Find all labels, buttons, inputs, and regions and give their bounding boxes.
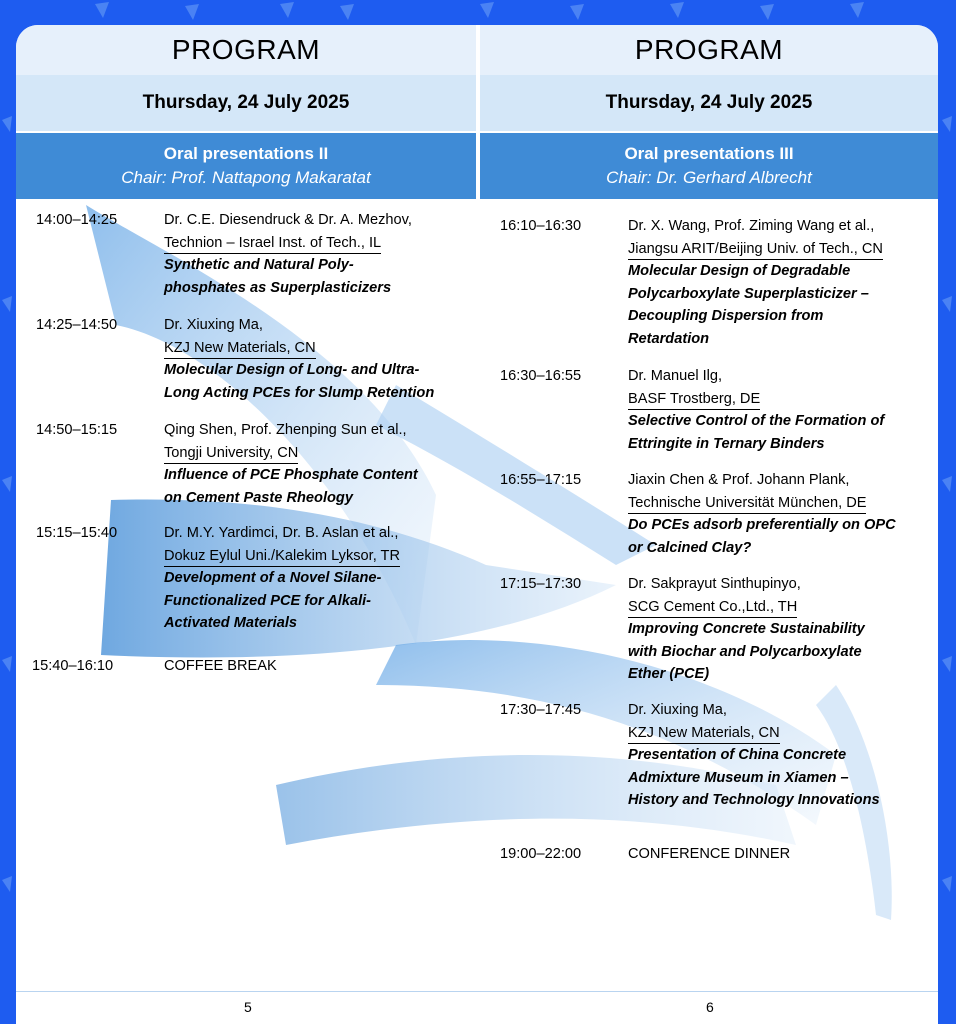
item-affiliation: SCG Cement Co.,Ltd., TH: [628, 597, 797, 618]
session-title: Oral presentations III: [624, 144, 794, 163]
item-authors: Dr. C.E. Diesendruck & Dr. A. Mezhov,: [164, 212, 412, 228]
item-affiliation: Jiangsu ARIT/Beijing Univ. of Tech., CN: [628, 239, 883, 260]
session-chair: Chair: Prof. Nattapong Makaratat: [121, 168, 371, 187]
item-authors: Qing Shen, Prof. Zhenping Sun et al.,: [164, 422, 407, 438]
session-header: [480, 133, 938, 199]
item-affiliation: Technion – Israel Inst. of Tech., IL: [164, 233, 381, 254]
item-affiliation: BASF Trostberg, DE: [628, 389, 760, 410]
item-title: Long Acting PCEs for Slump Retention: [164, 384, 435, 401]
item-authors: Dr. X. Wang, Prof. Ziming Wang et al.,: [628, 218, 875, 234]
item-title: Admixture Museum in Xiamen –: [628, 769, 849, 786]
item-authors: Jiaxin Chen & Prof. Johann Plank,: [628, 472, 850, 488]
item-title: Molecular Design of Long- and Ultra-: [164, 362, 420, 378]
item-time: 17:15–17:30: [500, 576, 582, 592]
item-affiliation: KZJ New Materials, CN: [164, 338, 316, 359]
item-title: Presentation of China Concrete: [628, 747, 847, 763]
item-title: Molecular Design of Degradable: [628, 263, 851, 279]
item-time: 16:10–16:30: [500, 218, 582, 234]
item-affiliation: Dokuz Eylul Uni./Kalekim Lyksor, TR: [164, 546, 400, 567]
program-heading: PROGRAM: [480, 25, 938, 75]
item-title: Ettringite in Ternary Binders: [628, 435, 825, 452]
item-time: 14:25–14:50: [36, 317, 118, 333]
item-title: Synthetic and Natural Poly-: [164, 257, 354, 273]
item-title: Functionalized PCE for Alkali-: [164, 592, 372, 609]
item-authors: Dr. Manuel Ilg,: [628, 368, 723, 384]
item-time: 16:30–16:55: [500, 368, 582, 384]
item-time: 14:00–14:25: [36, 212, 118, 228]
item-affiliation: Tongji University, CN: [164, 443, 298, 464]
item-title: Influence of PCE Phosphate Content: [164, 467, 418, 483]
page-number-left: 5: [244, 999, 252, 1015]
item-event: CONFERENCE DINNER: [628, 846, 791, 862]
item-title: on Cement Paste Rheology: [164, 489, 353, 506]
session-header: [16, 133, 476, 199]
date-header: Thursday, 24 July 2025: [480, 75, 938, 131]
item-time: 16:55–17:15: [500, 472, 582, 488]
item-time: 17:30–17:45: [500, 702, 582, 718]
page-number-right: 6: [706, 999, 714, 1015]
session-title: Oral presentations II: [163, 144, 329, 163]
date-header: Thursday, 24 July 2025: [16, 75, 476, 131]
item-title: with Biochar and Polycarboxylate: [628, 643, 862, 660]
item-title: Selective Control of the Formation of: [628, 413, 885, 429]
item-affiliation: KZJ New Materials, CN: [628, 723, 780, 744]
item-title: or Calcined Clay?: [628, 539, 752, 556]
session-chair: Chair: Dr. Gerhard Albrecht: [606, 168, 812, 187]
item-title: Do PCEs adsorb preferentially on OPC: [628, 517, 896, 533]
item-title: Ether (PCE): [628, 666, 710, 682]
right-page: [480, 25, 938, 1024]
item-time: 15:40–16:10: [32, 658, 114, 674]
footer-divider: [16, 991, 938, 992]
item-title: Decoupling Dispersion from: [628, 308, 824, 324]
item-title: phosphates as Superplasticizers: [164, 279, 392, 296]
left-page: [16, 25, 476, 1024]
program-heading: PROGRAM: [16, 25, 476, 75]
item-authors: Dr. Xiuxing Ma,: [628, 702, 727, 718]
item-time: 14:50–15:15: [36, 422, 118, 438]
item-authors: Dr. Xiuxing Ma,: [164, 317, 263, 333]
item-affiliation: Technische Universität München, DE: [628, 493, 866, 514]
item-time: 19:00–22:00: [500, 846, 582, 862]
item-event: COFFEE BREAK: [164, 658, 277, 674]
program-sheet: [16, 25, 938, 1024]
item-title: Improving Concrete Sustainability: [628, 621, 865, 637]
item-title: Activated Materials: [164, 615, 298, 631]
item-time: 15:15–15:40: [36, 525, 118, 541]
item-title: Retardation: [628, 330, 710, 347]
item-authors: Dr. M.Y. Yardimci, Dr. B. Aslan et al.,: [164, 525, 399, 541]
item-title: Development of a Novel Silane-: [164, 570, 382, 586]
item-title: Polycarboxylate Superplasticizer –: [628, 285, 869, 302]
item-title: History and Technology Innovations: [628, 792, 880, 808]
item-authors: Dr. Sakprayut Sinthupinyo,: [628, 576, 801, 592]
